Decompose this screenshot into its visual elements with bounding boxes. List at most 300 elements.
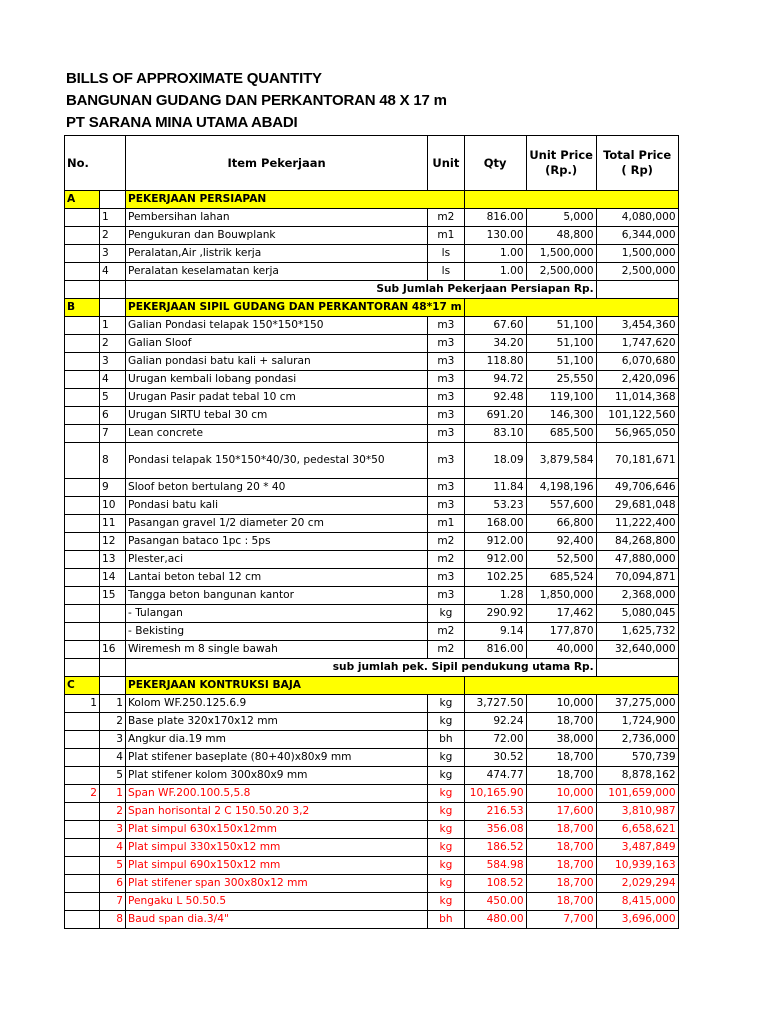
item-qty: 356.08 bbox=[464, 821, 526, 839]
item-group bbox=[65, 245, 100, 263]
item-total: 49,706,646 bbox=[596, 479, 678, 497]
item-unit: m3 bbox=[428, 353, 464, 371]
item-qty: 72.00 bbox=[464, 731, 526, 749]
item-qty: 94.72 bbox=[464, 371, 526, 389]
item-total: 6,070,680 bbox=[596, 353, 678, 371]
item-group bbox=[65, 263, 100, 281]
table-row bbox=[65, 875, 679, 893]
item-unit: m2 bbox=[428, 623, 464, 641]
item-no: 1 bbox=[100, 209, 126, 227]
item-total: 32,640,000 bbox=[596, 641, 678, 659]
item-unit-price: 1,850,000 bbox=[526, 587, 596, 605]
item-qty: 3,727.50 bbox=[464, 695, 526, 713]
item-no bbox=[100, 605, 126, 623]
item-group bbox=[65, 209, 100, 227]
item-qty: 216.53 bbox=[464, 803, 526, 821]
item-unit-price: 119,100 bbox=[526, 389, 596, 407]
item-no: 3 bbox=[100, 353, 126, 371]
item-name: Lantai beton tebal 12 cm bbox=[126, 569, 428, 587]
item-unit: kg bbox=[428, 767, 464, 785]
item-name: Kolom WF.250.125.6.9 bbox=[126, 695, 428, 713]
item-total: 3,487,849 bbox=[596, 839, 678, 857]
item-no: 5 bbox=[100, 389, 126, 407]
table-row bbox=[65, 443, 679, 479]
item-qty: 30.52 bbox=[464, 749, 526, 767]
item-name: Galian pondasi batu kali + saluran bbox=[126, 353, 428, 371]
item-unit-price: 18,700 bbox=[526, 839, 596, 857]
item-unit-price: 51,100 bbox=[526, 317, 596, 335]
item-group bbox=[65, 443, 100, 479]
col-header-no: No. bbox=[65, 136, 126, 191]
table-row bbox=[65, 749, 679, 767]
item-no: 2 bbox=[100, 713, 126, 731]
item-unit-price: 18,700 bbox=[526, 857, 596, 875]
item-unit: kg bbox=[428, 695, 464, 713]
section-title: PEKERJAAN KONTRUKSI BAJA bbox=[126, 677, 465, 695]
item-qty: 912.00 bbox=[464, 533, 526, 551]
table-row bbox=[65, 605, 679, 623]
table-row bbox=[65, 731, 679, 749]
item-unit-price: 51,100 bbox=[526, 353, 596, 371]
document-title: BILLS OF APPROXIMATE QUANTITY bbox=[66, 70, 322, 87]
table-row bbox=[65, 245, 679, 263]
item-unit-price: 52,500 bbox=[526, 551, 596, 569]
item-qty: 290.92 bbox=[464, 605, 526, 623]
subtotal-spacer bbox=[65, 659, 100, 677]
item-group bbox=[65, 227, 100, 245]
table-row bbox=[65, 515, 679, 533]
item-group bbox=[65, 479, 100, 497]
item-name: Galian Sloof bbox=[126, 335, 428, 353]
item-group bbox=[65, 425, 100, 443]
item-name: Pasangan bataco 1pc : 5ps bbox=[126, 533, 428, 551]
item-total: 56,965,050 bbox=[596, 425, 678, 443]
item-no: 2 bbox=[100, 803, 126, 821]
item-total: 2,420,096 bbox=[596, 371, 678, 389]
section-fill bbox=[464, 677, 678, 695]
item-unit: kg bbox=[428, 857, 464, 875]
section-row bbox=[65, 299, 679, 317]
item-no: 5 bbox=[100, 767, 126, 785]
item-name: Plat simpul 690x150x12 mm bbox=[126, 857, 428, 875]
item-no: 13 bbox=[100, 551, 126, 569]
item-group bbox=[65, 623, 100, 641]
item-qty: 118.80 bbox=[464, 353, 526, 371]
item-name: Peralatan keselamatan kerja bbox=[126, 263, 428, 281]
item-unit: kg bbox=[428, 875, 464, 893]
item-unit-price: 146,300 bbox=[526, 407, 596, 425]
project-name: BANGUNAN GUDANG DAN PERKANTORAN 48 X 17 m bbox=[66, 92, 447, 109]
table-row bbox=[65, 587, 679, 605]
item-no: 14 bbox=[100, 569, 126, 587]
col-header-qty: Qty bbox=[464, 136, 526, 191]
table-row bbox=[65, 767, 679, 785]
table-row bbox=[65, 209, 679, 227]
item-qty: 18.09 bbox=[464, 443, 526, 479]
item-total: 570,739 bbox=[596, 749, 678, 767]
section-row bbox=[65, 191, 679, 209]
item-no: 7 bbox=[100, 893, 126, 911]
item-group bbox=[65, 551, 100, 569]
item-unit: m1 bbox=[428, 515, 464, 533]
item-qty: 67.60 bbox=[464, 317, 526, 335]
item-group bbox=[65, 407, 100, 425]
item-qty: 1.00 bbox=[464, 263, 526, 281]
item-no: 4 bbox=[100, 371, 126, 389]
item-group bbox=[65, 587, 100, 605]
item-qty: 10,165.90 bbox=[464, 785, 526, 803]
item-unit: bh bbox=[428, 911, 464, 929]
item-no: 3 bbox=[100, 821, 126, 839]
item-name: Peralatan,Air ,listrik kerja bbox=[126, 245, 428, 263]
section-row bbox=[65, 677, 679, 695]
item-unit: kg bbox=[428, 713, 464, 731]
item-no: 2 bbox=[100, 227, 126, 245]
item-no: 16 bbox=[100, 641, 126, 659]
item-unit-price: 92,400 bbox=[526, 533, 596, 551]
item-name: Plester,aci bbox=[126, 551, 428, 569]
item-total: 6,344,000 bbox=[596, 227, 678, 245]
item-name: Span WF.200.100.5,5.8 bbox=[126, 785, 428, 803]
item-total: 47,880,000 bbox=[596, 551, 678, 569]
item-unit-price: 18,700 bbox=[526, 713, 596, 731]
subtotal-spacer bbox=[100, 281, 126, 299]
item-unit-price: 10,000 bbox=[526, 695, 596, 713]
item-group bbox=[65, 803, 100, 821]
table-row bbox=[65, 713, 679, 731]
item-unit-price: 10,000 bbox=[526, 785, 596, 803]
item-unit-price: 17,600 bbox=[526, 803, 596, 821]
item-total: 70,181,671 bbox=[596, 443, 678, 479]
item-unit: ls bbox=[428, 245, 464, 263]
table-row bbox=[65, 839, 679, 857]
item-unit: m3 bbox=[428, 569, 464, 587]
item-qty: 912.00 bbox=[464, 551, 526, 569]
item-no: 9 bbox=[100, 479, 126, 497]
subtotal-spacer bbox=[65, 281, 100, 299]
item-unit-price: 7,700 bbox=[526, 911, 596, 929]
item-unit-price: 48,800 bbox=[526, 227, 596, 245]
item-name: Plat stifener kolom 300x80x9 mm bbox=[126, 767, 428, 785]
table-row bbox=[65, 569, 679, 587]
item-unit: m3 bbox=[428, 317, 464, 335]
item-total: 6,658,621 bbox=[596, 821, 678, 839]
table-row bbox=[65, 641, 679, 659]
item-name: Span horisontal 2 C 150.50.20 3,2 bbox=[126, 803, 428, 821]
item-name: - Tulangan bbox=[126, 605, 428, 623]
item-group: 2 bbox=[65, 785, 100, 803]
item-unit-price: 4,198,196 bbox=[526, 479, 596, 497]
item-no: 11 bbox=[100, 515, 126, 533]
item-total: 3,696,000 bbox=[596, 911, 678, 929]
item-unit-price: 51,100 bbox=[526, 335, 596, 353]
item-name: Urugan kembali lobang pondasi bbox=[126, 371, 428, 389]
subtotal-value bbox=[596, 281, 678, 299]
item-qty: 816.00 bbox=[464, 641, 526, 659]
item-unit-price: 17,462 bbox=[526, 605, 596, 623]
item-name: Tangga beton bangunan kantor bbox=[126, 587, 428, 605]
item-unit: m2 bbox=[428, 641, 464, 659]
item-total: 8,415,000 bbox=[596, 893, 678, 911]
item-no: 4 bbox=[100, 749, 126, 767]
item-group bbox=[65, 371, 100, 389]
item-qty: 168.00 bbox=[464, 515, 526, 533]
section-fill bbox=[464, 299, 678, 317]
item-name: Plat stifener baseplate (80+40)x80x9 mm bbox=[126, 749, 428, 767]
item-total: 3,810,987 bbox=[596, 803, 678, 821]
table-row bbox=[65, 785, 679, 803]
item-unit-price: 685,524 bbox=[526, 569, 596, 587]
item-qty: 1.28 bbox=[464, 587, 526, 605]
item-no: 8 bbox=[100, 443, 126, 479]
item-group bbox=[65, 767, 100, 785]
item-unit-price: 25,550 bbox=[526, 371, 596, 389]
item-total: 1,747,620 bbox=[596, 335, 678, 353]
item-group bbox=[65, 641, 100, 659]
item-total: 1,724,900 bbox=[596, 713, 678, 731]
item-qty: 186.52 bbox=[464, 839, 526, 857]
item-qty: 53.23 bbox=[464, 497, 526, 515]
section-code: A bbox=[65, 191, 100, 209]
item-name: Urugan Pasir padat tebal 10 cm bbox=[126, 389, 428, 407]
table-row bbox=[65, 911, 679, 929]
item-total: 2,029,294 bbox=[596, 875, 678, 893]
item-unit: m3 bbox=[428, 479, 464, 497]
table-row bbox=[65, 857, 679, 875]
col-header-unit-price: Unit Price (Rp.) bbox=[526, 136, 596, 191]
item-name: Plat stifener span 300x80x12 mm bbox=[126, 875, 428, 893]
subtotal-row bbox=[65, 281, 679, 299]
item-qty: 450.00 bbox=[464, 893, 526, 911]
item-unit-price: 18,700 bbox=[526, 749, 596, 767]
item-name: Pondasi telapak 150*150*40/30, pedestal 30*50 bbox=[126, 443, 428, 479]
item-group bbox=[65, 875, 100, 893]
item-unit: m2 bbox=[428, 533, 464, 551]
item-unit-price: 3,879,584 bbox=[526, 443, 596, 479]
item-unit-price: 5,000 bbox=[526, 209, 596, 227]
item-total: 11,222,400 bbox=[596, 515, 678, 533]
item-group bbox=[65, 713, 100, 731]
item-qty: 9.14 bbox=[464, 623, 526, 641]
item-name: Pengukuran dan Bouwplank bbox=[126, 227, 428, 245]
item-unit: kg bbox=[428, 785, 464, 803]
item-total: 29,681,048 bbox=[596, 497, 678, 515]
table-row bbox=[65, 803, 679, 821]
item-group bbox=[65, 839, 100, 857]
item-total: 3,454,360 bbox=[596, 317, 678, 335]
table-row bbox=[65, 407, 679, 425]
item-total: 5,080,045 bbox=[596, 605, 678, 623]
item-group bbox=[65, 389, 100, 407]
section-code: B bbox=[65, 299, 100, 317]
item-name: Galian Pondasi telapak 150*150*150 bbox=[126, 317, 428, 335]
section-spacer bbox=[100, 677, 126, 695]
item-total: 70,094,871 bbox=[596, 569, 678, 587]
item-group bbox=[65, 605, 100, 623]
item-no: 4 bbox=[100, 839, 126, 857]
item-qty: 1.00 bbox=[464, 245, 526, 263]
item-qty: 34.20 bbox=[464, 335, 526, 353]
table-row bbox=[65, 227, 679, 245]
item-name: Baud span dia.3/4" bbox=[126, 911, 428, 929]
item-unit: m2 bbox=[428, 551, 464, 569]
item-no: 6 bbox=[100, 407, 126, 425]
item-unit-price: 18,700 bbox=[526, 893, 596, 911]
item-group bbox=[65, 497, 100, 515]
item-no bbox=[100, 623, 126, 641]
item-unit: m1 bbox=[428, 227, 464, 245]
boq-table bbox=[64, 135, 679, 929]
item-unit: m3 bbox=[428, 389, 464, 407]
item-no: 10 bbox=[100, 497, 126, 515]
col-header-total-price: Total Price ( Rp) bbox=[596, 136, 678, 191]
item-group bbox=[65, 821, 100, 839]
item-total: 10,939,163 bbox=[596, 857, 678, 875]
item-group bbox=[65, 569, 100, 587]
item-no: 4 bbox=[100, 263, 126, 281]
section-code: C bbox=[65, 677, 100, 695]
item-group bbox=[65, 515, 100, 533]
table-header-row bbox=[65, 136, 679, 191]
item-total: 2,368,000 bbox=[596, 587, 678, 605]
item-unit: m2 bbox=[428, 209, 464, 227]
item-no: 3 bbox=[100, 245, 126, 263]
item-qty: 102.25 bbox=[464, 569, 526, 587]
section-fill bbox=[464, 191, 678, 209]
item-unit: kg bbox=[428, 821, 464, 839]
company-name: PT SARANA MINA UTAMA ABADI bbox=[66, 114, 298, 131]
item-unit-price: 18,700 bbox=[526, 767, 596, 785]
item-name: Plat simpul 330x150x12 mm bbox=[126, 839, 428, 857]
section-title: PEKERJAAN PERSIAPAN bbox=[126, 191, 465, 209]
item-unit-price: 2,500,000 bbox=[526, 263, 596, 281]
subtotal-spacer bbox=[100, 659, 126, 677]
item-unit-price: 1,500,000 bbox=[526, 245, 596, 263]
item-unit-price: 557,600 bbox=[526, 497, 596, 515]
item-no: 7 bbox=[100, 425, 126, 443]
item-group bbox=[65, 353, 100, 371]
item-group bbox=[65, 533, 100, 551]
item-name: Base plate 320x170x12 mm bbox=[126, 713, 428, 731]
subtotal-label: Sub Jumlah Pekerjaan Persiapan Rp. bbox=[126, 281, 597, 299]
item-unit-price: 177,870 bbox=[526, 623, 596, 641]
item-qty: 83.10 bbox=[464, 425, 526, 443]
item-name: Wiremesh m 8 single bawah bbox=[126, 641, 428, 659]
item-group bbox=[65, 749, 100, 767]
item-qty: 108.52 bbox=[464, 875, 526, 893]
item-unit-price: 38,000 bbox=[526, 731, 596, 749]
item-total: 84,268,800 bbox=[596, 533, 678, 551]
item-qty: 11.84 bbox=[464, 479, 526, 497]
item-no: 8 bbox=[100, 911, 126, 929]
item-group bbox=[65, 893, 100, 911]
item-name: Plat simpul 630x150x12mm bbox=[126, 821, 428, 839]
item-no: 15 bbox=[100, 587, 126, 605]
table-row bbox=[65, 623, 679, 641]
item-group bbox=[65, 911, 100, 929]
table-row bbox=[65, 479, 679, 497]
subtotal-row bbox=[65, 659, 679, 677]
item-unit: kg bbox=[428, 803, 464, 821]
table-row bbox=[65, 371, 679, 389]
subtotal-value bbox=[596, 659, 678, 677]
section-title: PEKERJAAN SIPIL GUDANG DAN PERKANTORAN 48*17 m bbox=[126, 299, 465, 317]
table-row bbox=[65, 533, 679, 551]
item-unit: kg bbox=[428, 605, 464, 623]
item-group bbox=[65, 317, 100, 335]
item-no: 1 bbox=[100, 317, 126, 335]
item-name: Angkur dia.19 mm bbox=[126, 731, 428, 749]
item-unit: m3 bbox=[428, 407, 464, 425]
item-no: 1 bbox=[100, 785, 126, 803]
item-name: Urugan SIRTU tebal 30 cm bbox=[126, 407, 428, 425]
item-unit: kg bbox=[428, 839, 464, 857]
item-qty: 474.77 bbox=[464, 767, 526, 785]
item-total: 1,500,000 bbox=[596, 245, 678, 263]
section-spacer bbox=[100, 299, 126, 317]
item-unit: m3 bbox=[428, 497, 464, 515]
table-row bbox=[65, 263, 679, 281]
table-row bbox=[65, 821, 679, 839]
table-row bbox=[65, 389, 679, 407]
item-unit: kg bbox=[428, 893, 464, 911]
item-name: Lean concrete bbox=[126, 425, 428, 443]
item-total: 11,014,368 bbox=[596, 389, 678, 407]
item-no: 12 bbox=[100, 533, 126, 551]
col-header-item: Item Pekerjaan bbox=[126, 136, 428, 191]
item-unit: kg bbox=[428, 749, 464, 767]
table-row bbox=[65, 893, 679, 911]
item-qty: 92.24 bbox=[464, 713, 526, 731]
item-qty: 480.00 bbox=[464, 911, 526, 929]
item-unit: m3 bbox=[428, 443, 464, 479]
item-unit-price: 40,000 bbox=[526, 641, 596, 659]
item-total: 4,080,000 bbox=[596, 209, 678, 227]
item-unit-price: 18,700 bbox=[526, 821, 596, 839]
item-no: 2 bbox=[100, 335, 126, 353]
item-name: Pondasi batu kali bbox=[126, 497, 428, 515]
item-no: 6 bbox=[100, 875, 126, 893]
table-row bbox=[65, 353, 679, 371]
item-total: 2,500,000 bbox=[596, 263, 678, 281]
item-name: Pembersihan lahan bbox=[126, 209, 428, 227]
item-unit-price: 18,700 bbox=[526, 875, 596, 893]
table-row bbox=[65, 497, 679, 515]
item-total: 101,122,560 bbox=[596, 407, 678, 425]
col-header-unit: Unit bbox=[428, 136, 464, 191]
item-unit: m3 bbox=[428, 371, 464, 389]
item-unit-price: 66,800 bbox=[526, 515, 596, 533]
table-row bbox=[65, 317, 679, 335]
item-unit: bh bbox=[428, 731, 464, 749]
item-group bbox=[65, 335, 100, 353]
item-no: 3 bbox=[100, 731, 126, 749]
subtotal-label: sub jumlah pek. Sipil pendukung utama Rp. bbox=[126, 659, 597, 677]
item-unit: m3 bbox=[428, 587, 464, 605]
item-total: 37,275,000 bbox=[596, 695, 678, 713]
item-group bbox=[65, 857, 100, 875]
item-no: 1 bbox=[100, 695, 126, 713]
table-row bbox=[65, 695, 679, 713]
item-group: 1 bbox=[65, 695, 100, 713]
item-unit-price: 685,500 bbox=[526, 425, 596, 443]
section-spacer bbox=[100, 191, 126, 209]
item-name: Sloof beton bertulang 20 * 40 bbox=[126, 479, 428, 497]
item-unit: ls bbox=[428, 263, 464, 281]
item-name: Pengaku L 50.50.5 bbox=[126, 893, 428, 911]
item-total: 101,659,000 bbox=[596, 785, 678, 803]
item-unit: m3 bbox=[428, 425, 464, 443]
